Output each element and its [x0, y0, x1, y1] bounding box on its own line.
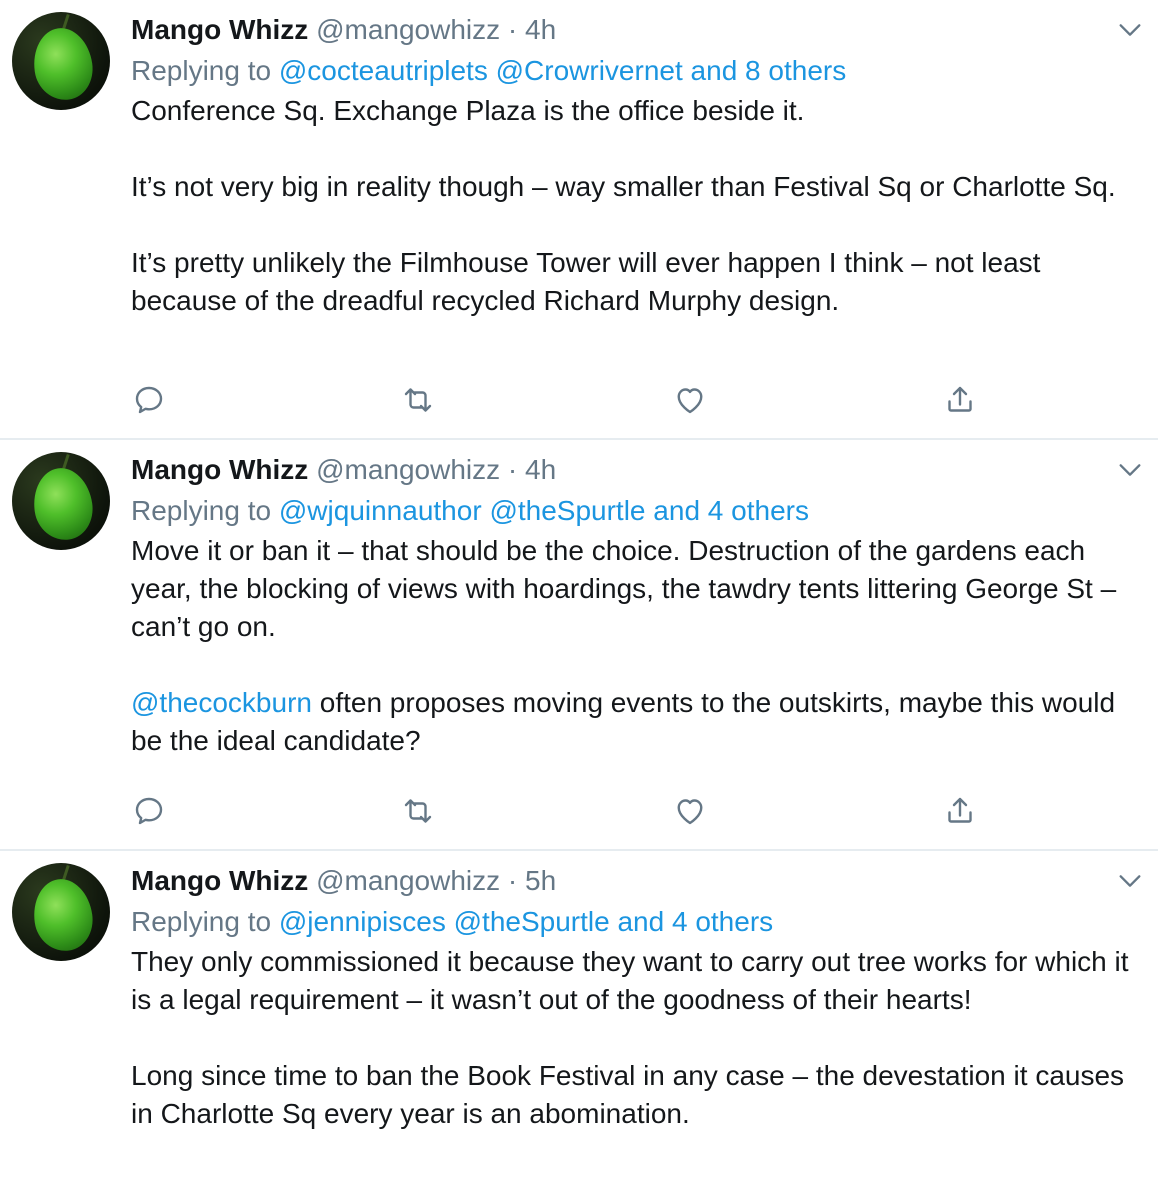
- avatar-mango: [29, 464, 96, 543]
- replying-prefix: Replying to: [131, 906, 272, 937]
- others-link[interactable]: and 4 others: [617, 906, 774, 937]
- author-name[interactable]: Mango Whizz: [131, 454, 309, 485]
- share-icon: [942, 382, 978, 418]
- reply-icon: [131, 793, 167, 829]
- separator-dot: ·: [507, 454, 518, 485]
- tweet-actions: [131, 793, 981, 833]
- tweet-time[interactable]: 4h: [525, 14, 557, 45]
- author-name[interactable]: Mango Whizz: [131, 14, 309, 45]
- mention-link[interactable]: @theSpurtle: [453, 906, 610, 937]
- tweet-paragraph: It’s pretty unlikely the Filmhouse Tower will ever happen I think – not least because of the dreadful recycled Richard Murphy design.: [131, 247, 1041, 316]
- tweet-body: [131, 943, 1138, 1133]
- replying-to: [131, 50, 1138, 92]
- mention-link[interactable]: @theSpurtle: [489, 495, 646, 526]
- share-button[interactable]: [942, 793, 978, 829]
- separator-dot: ·: [507, 865, 518, 896]
- avatar[interactable]: [12, 863, 110, 961]
- heart-icon: [672, 793, 708, 829]
- tweet-header: [131, 10, 1138, 50]
- author-handle[interactable]: @mangowhizz: [316, 865, 501, 896]
- heart-icon: [672, 382, 708, 418]
- mention-link[interactable]: @cocteautriplets: [278, 55, 488, 86]
- tweet[interactable]: [0, 851, 1158, 1196]
- like-button[interactable]: [672, 382, 708, 418]
- tweet-paragraph: It’s not very big in reality though – way smaller than Festival Sq or Charlotte Sq.: [131, 171, 1116, 202]
- tweet-content: [131, 450, 1138, 760]
- tweet-paragraph: [131, 684, 1138, 760]
- author-handle[interactable]: @mangowhizz: [316, 14, 501, 45]
- replying-to: [131, 490, 1138, 532]
- share-button[interactable]: [942, 382, 978, 418]
- tweet[interactable]: [0, 0, 1158, 440]
- others-link[interactable]: and 4 others: [653, 495, 809, 526]
- replying-prefix: Replying to: [131, 55, 272, 86]
- share-icon: [942, 793, 978, 829]
- mention-link[interactable]: @Crowrivernet: [495, 55, 683, 86]
- avatar[interactable]: [12, 452, 110, 550]
- mention-link[interactable]: @wjquinnauthor: [278, 495, 482, 526]
- mention-link[interactable]: @jennipisces: [278, 906, 446, 937]
- tweet-header: [131, 861, 1138, 901]
- tweet-content: [131, 861, 1138, 1133]
- tweet-content: [131, 10, 1138, 320]
- replying-prefix: Replying to: [131, 495, 272, 526]
- tweet-paragraph: Conference Sq. Exchange Plaza is the office beside it.: [131, 95, 805, 126]
- reply-button[interactable]: [131, 382, 167, 418]
- avatar[interactable]: [12, 12, 110, 110]
- others-link[interactable]: and 8 others: [690, 55, 847, 86]
- tweet-time[interactable]: 5h: [525, 865, 557, 896]
- reply-icon: [131, 382, 167, 418]
- avatar-mango: [29, 875, 96, 954]
- tweet-paragraph: Move it or ban it – that should be the choice. Destruction of the gardens each year, the blocking of views with hoardings, the tawdry tents littering George St – can’t go on.: [131, 535, 1117, 642]
- author-name[interactable]: Mango Whizz: [131, 865, 309, 896]
- retweet-icon: [400, 382, 436, 418]
- retweet-button[interactable]: [400, 793, 436, 829]
- mention-link[interactable]: @thecockburn: [131, 687, 312, 718]
- separator-dot: ·: [507, 14, 518, 45]
- like-button[interactable]: [672, 793, 708, 829]
- avatar-mango: [29, 24, 96, 103]
- reply-button[interactable]: [131, 793, 167, 829]
- tweet-body: [131, 92, 1138, 320]
- tweet-text: often proposes moving events to the outskirts, maybe this would be the ideal candidate?: [131, 687, 1116, 756]
- tweet-paragraph: Long since time to ban the Book Festival in any case – the devestation it causes in Charlotte Sq every year is an abomination.: [131, 1060, 1125, 1129]
- tweet-actions: [131, 382, 981, 422]
- replying-to: [131, 901, 1138, 943]
- tweet-time[interactable]: 4h: [525, 454, 557, 485]
- tweet-body: [131, 532, 1138, 760]
- tweet-paragraph: They only commissioned it because they want to carry out tree works for which it is a legal requirement – it wasn’t out of the goodness of their hearts!: [131, 946, 1129, 1015]
- author-handle[interactable]: @mangowhizz: [316, 454, 501, 485]
- tweet[interactable]: [0, 440, 1158, 851]
- retweet-button[interactable]: [400, 382, 436, 418]
- tweet-header: [131, 450, 1138, 490]
- retweet-icon: [400, 793, 436, 829]
